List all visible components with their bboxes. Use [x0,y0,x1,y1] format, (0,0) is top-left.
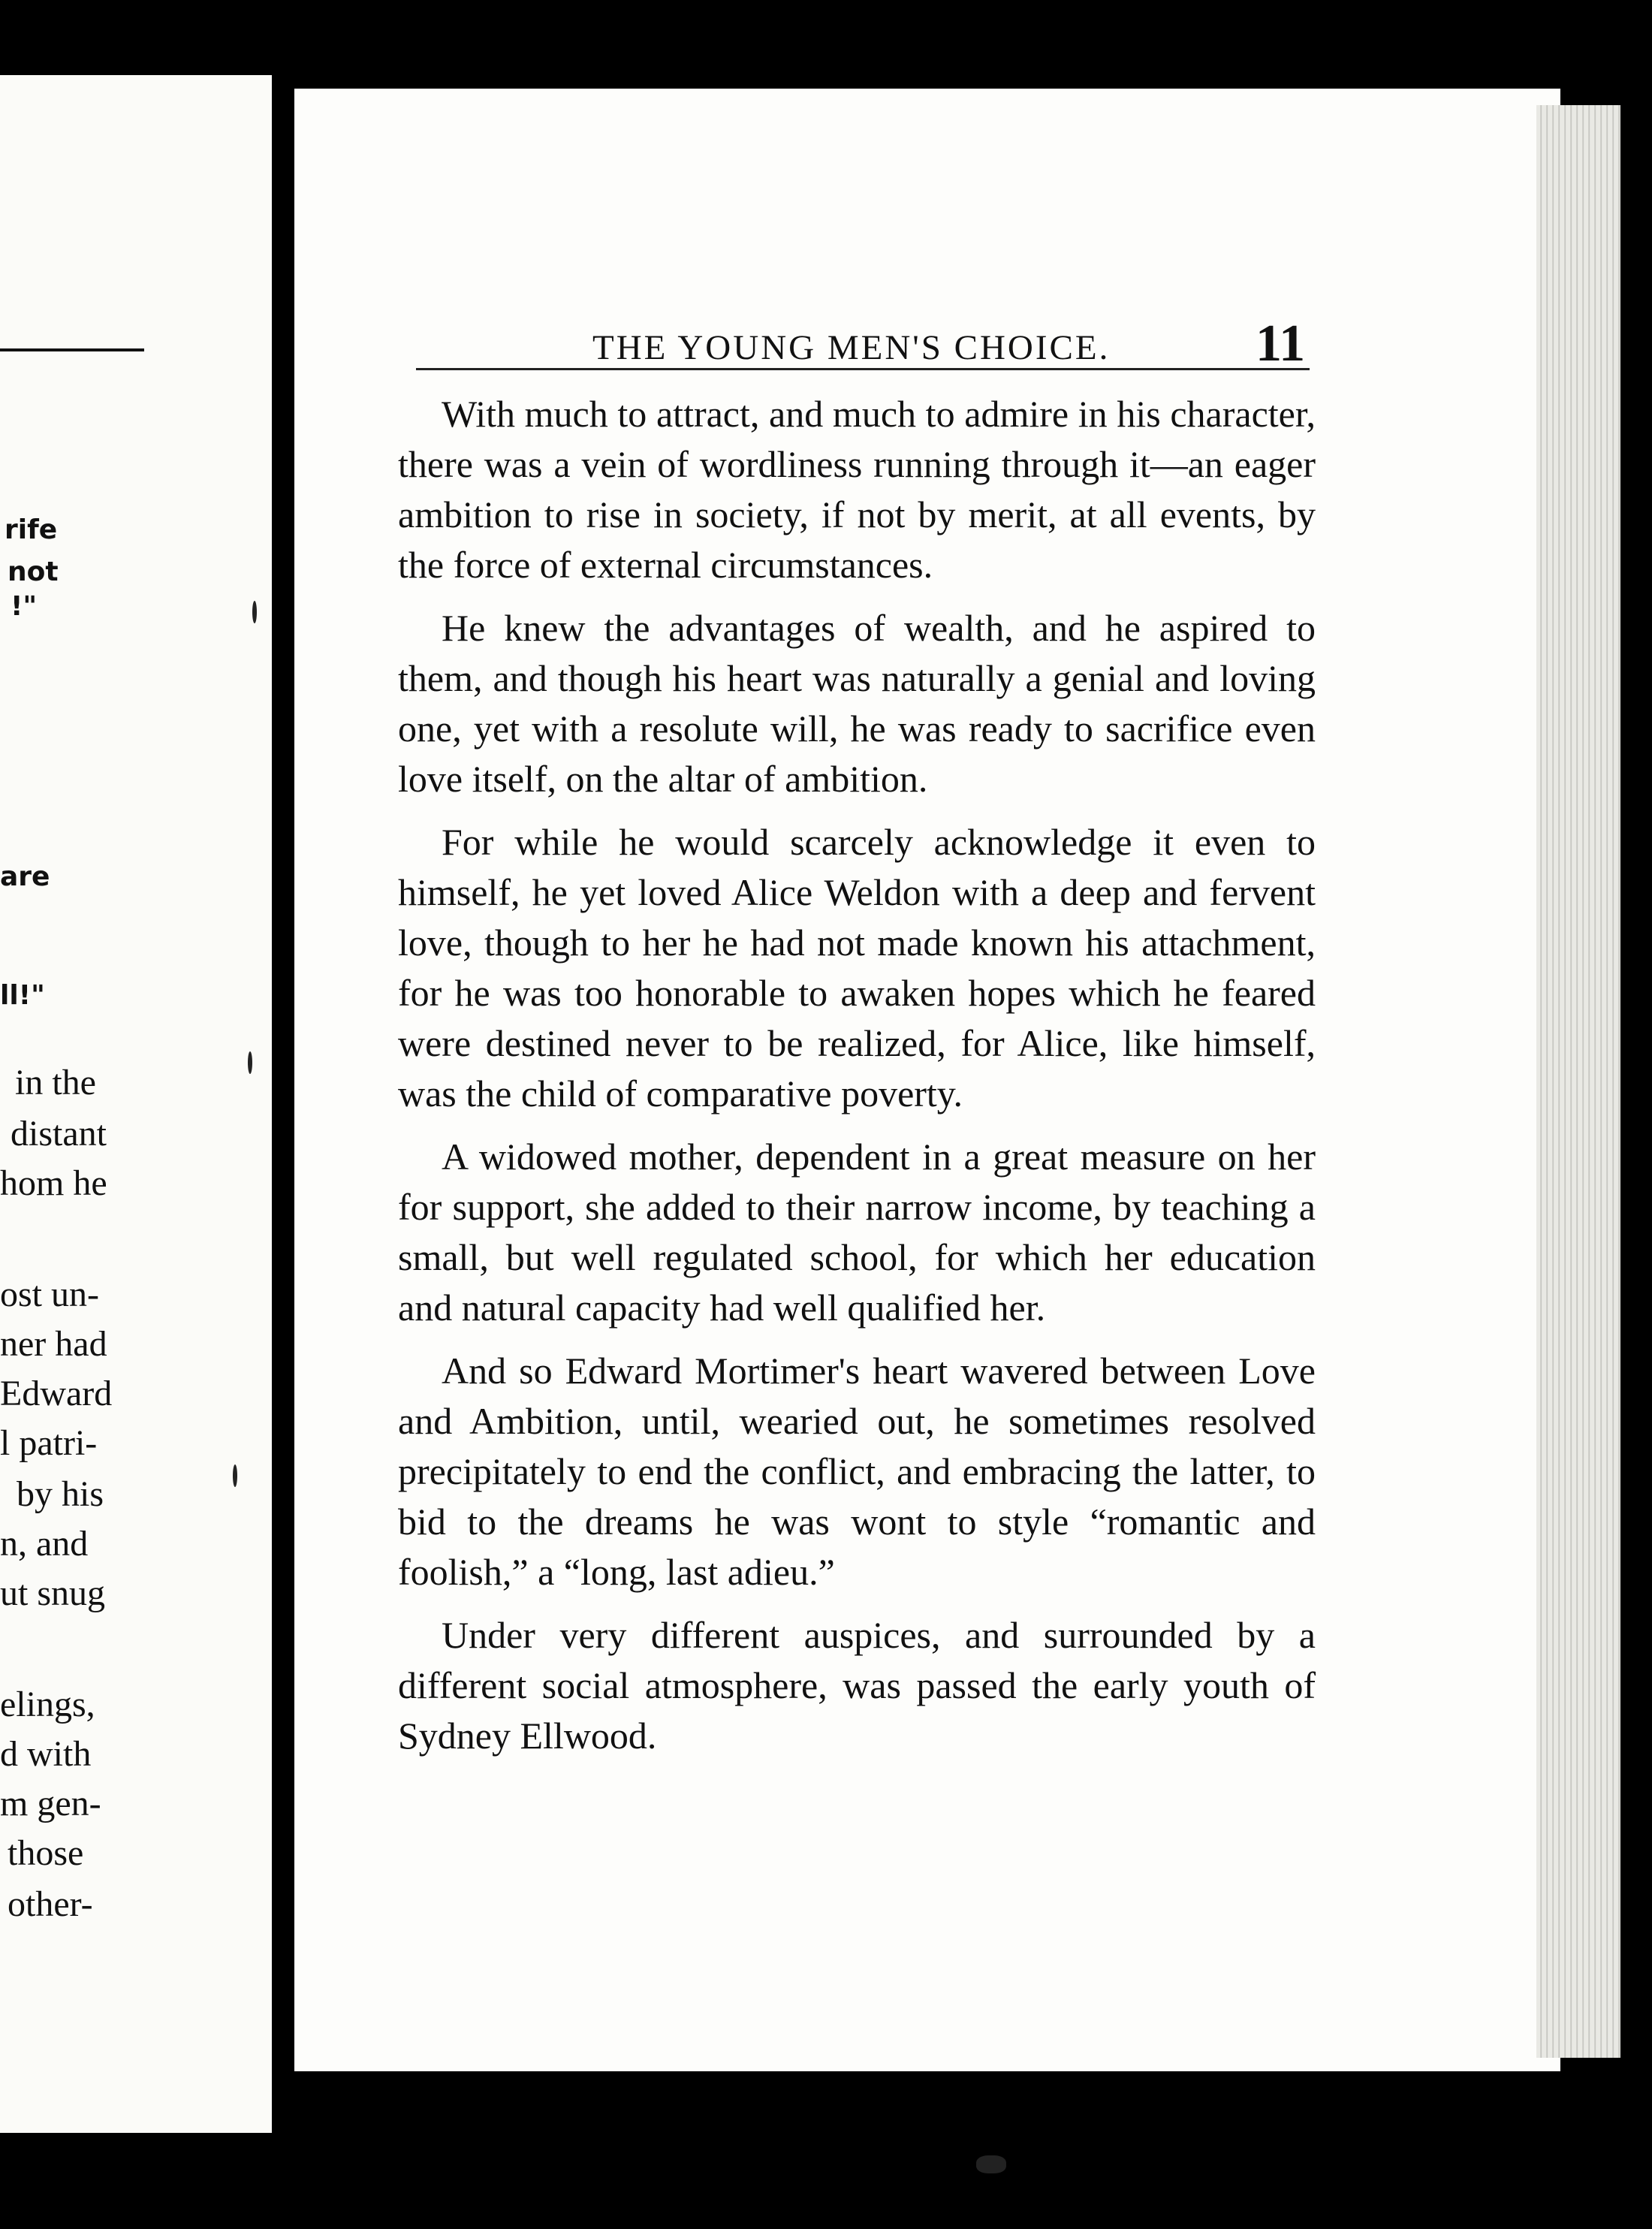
paragraph: With much to attract, and much to admire in his character, there was a vein of wordliness running through it—an eager ambition to rise in society, if not by merit, at all events, by the force of external circumstances. [398,393,1316,586]
left-fragment: other- [8,1884,93,1924]
paragraph: Under very different auspices, and surrounded by a different social atmosphere, was passed the early youth of Sydney Ellwood. [398,1614,1316,1757]
left-fragment: ll!" [0,980,45,1011]
page-edges [1536,105,1620,2058]
body-text [398,389,1316,1774]
left-fragment: Edward [0,1374,113,1413]
scan-mark [252,601,257,623]
left-fragment: n, and [0,1524,89,1564]
left-fragment: m gen- [0,1784,101,1823]
left-fragment: rife [5,514,58,545]
paragraph: A widowed mother, dependent in a great measure on her for support, she added to their narrow income, by teaching a small, but well regulated school, for which her education and natural capacity had well qualified her. [398,1136,1316,1329]
left-page-rule [0,348,144,351]
book-gutter [272,45,294,2170]
left-fragment: l patri- [0,1423,98,1463]
left-fragment: not [8,556,59,587]
left-fragment: ner had [0,1324,107,1364]
left-fragment: d with [0,1734,92,1774]
header-rule [416,368,1310,370]
left-fragment: hom he [0,1163,107,1203]
left-fragment: !" [11,591,38,622]
scan-mark [976,2155,1006,2173]
scan-mark [248,1051,252,1074]
left-fragment: ut snug [0,1573,106,1613]
left-fragment: ost un- [0,1274,99,1314]
paragraph: And so Edward Mortimer's heart wavered between Love and Ambition, until, wearied out, he sometimes resolved precipitately to end the conflict, and embracing the latter, to bid to the dreams he was wont to style “romantic and foolish,” a “long, last adieu.” [398,1350,1316,1593]
running-head [294,308,1560,373]
running-title: THE YOUNG MEN'S CHOICE. [592,328,1111,367]
left-fragment: those [8,1833,84,1873]
right-page [294,89,1560,2071]
page-number: 11 [1256,315,1306,373]
scan-mark [233,1464,237,1487]
left-facing-page [0,75,272,2133]
paragraph: He knew the advantages of wealth, and he aspired to them, and though his heart was naturally a genial and loving one, yet with a resolute will, he was ready to sacrifice even love itself, on the altar of ambition. [398,607,1316,800]
left-fragment: distant [11,1114,107,1154]
left-fragment: by his [17,1474,104,1514]
left-fragment: in the [15,1063,96,1102]
left-fragment: are [0,861,50,892]
paragraph: For while he would scarcely acknowledge it even to himself, he yet loved Alice Weldon with a deep and fervent love, though to her he had not made known his attachment, for he was too honorable to awaken hopes which he feared were destined never to be realized, for Alice, like himself, was the child of comparative poverty. [398,821,1316,1114]
left-fragment: elings, [0,1685,95,1724]
